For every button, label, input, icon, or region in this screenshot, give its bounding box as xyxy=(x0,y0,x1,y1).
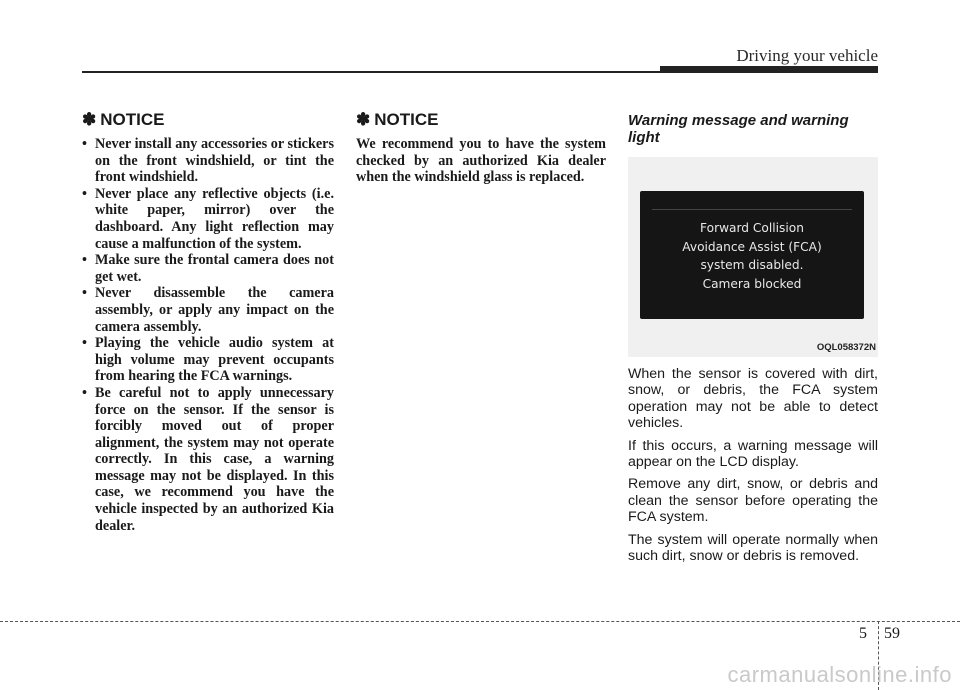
section-heading: Warning message and warning light xyxy=(628,112,849,146)
paragraph: When the sensor is covered with dirt, snow, or debris, the FCA system operation may not be able to detect vehicles. xyxy=(628,366,878,432)
paragraph: If this occurs, a warning message will appear on the LCD display. xyxy=(628,437,878,471)
header-rule-thick xyxy=(660,66,878,73)
screen-divider xyxy=(652,209,852,210)
lcd-figure xyxy=(628,157,878,357)
notice-bullet-list xyxy=(82,136,334,534)
list-item: • Playing the vehicle audio system at high volume may prevent occupants from hearing the FCA warnings. xyxy=(82,335,334,385)
figure-code: OQL058372N xyxy=(816,342,876,353)
notice-star-icon: ✽ xyxy=(356,110,371,129)
paragraph: Remove any dirt, snow, or debris and clean the sensor before operating the FCA system. xyxy=(628,476,878,526)
warning-body-text xyxy=(628,366,878,570)
notice-title: NOTICE xyxy=(100,110,165,129)
lcd-screen xyxy=(640,191,864,319)
notice-heading xyxy=(82,110,334,130)
lcd-warning-message xyxy=(640,219,864,293)
list-item: • Make sure the frontal camera does not get wet. xyxy=(82,252,334,285)
paragraph: The system will operate normally when such dirt, snow or debris is removed. xyxy=(628,531,878,565)
footer-rule xyxy=(0,621,960,622)
page-number: 59 xyxy=(884,625,900,642)
warning-section-heading xyxy=(628,110,878,146)
notice-column-2 xyxy=(356,110,606,186)
page-header-title: Driving your vehicle xyxy=(736,46,878,65)
list-item: • Never disassemble the camera assembly, or apply any impact on the camera assembly. xyxy=(82,285,334,335)
notice-star-icon: ✽ xyxy=(82,110,97,129)
lcd-line: system disabled. xyxy=(700,258,804,272)
notice-text: We recommend you to have the system checked by an authorized Kia dealer when the windshield glass is replaced. xyxy=(356,136,606,186)
watermark: carmanualsonline.info xyxy=(727,662,952,687)
lcd-line: Camera blocked xyxy=(702,276,802,291)
lcd-line: Forward Collision xyxy=(700,221,804,235)
header-rule-thin xyxy=(82,71,660,73)
page-section-number: 5 xyxy=(859,625,867,642)
lcd-line: Avoidance Assist (FCA) xyxy=(682,239,822,254)
list-item: • Never place any reflective objects (i.e. white paper, mirror) over the dashboard. Any light reflection may cause a malfunction of the system. xyxy=(82,185,334,252)
list-item: • Be careful not to apply unnecessary force on the sensor. If the sensor is forcibly moved out of proper alignment, the system may not operate correctly. In this case, a warning message may not be displayed. In this case, we recommend you have the vehicle inspected by an authorized Kia dealer. xyxy=(82,384,334,534)
list-item: • Never install any accessories or stickers on the front windshield, or tint the front windshield. xyxy=(82,136,334,186)
notice-title: NOTICE xyxy=(374,110,439,129)
notice-heading xyxy=(356,110,606,130)
notice-column-1 xyxy=(82,110,334,534)
